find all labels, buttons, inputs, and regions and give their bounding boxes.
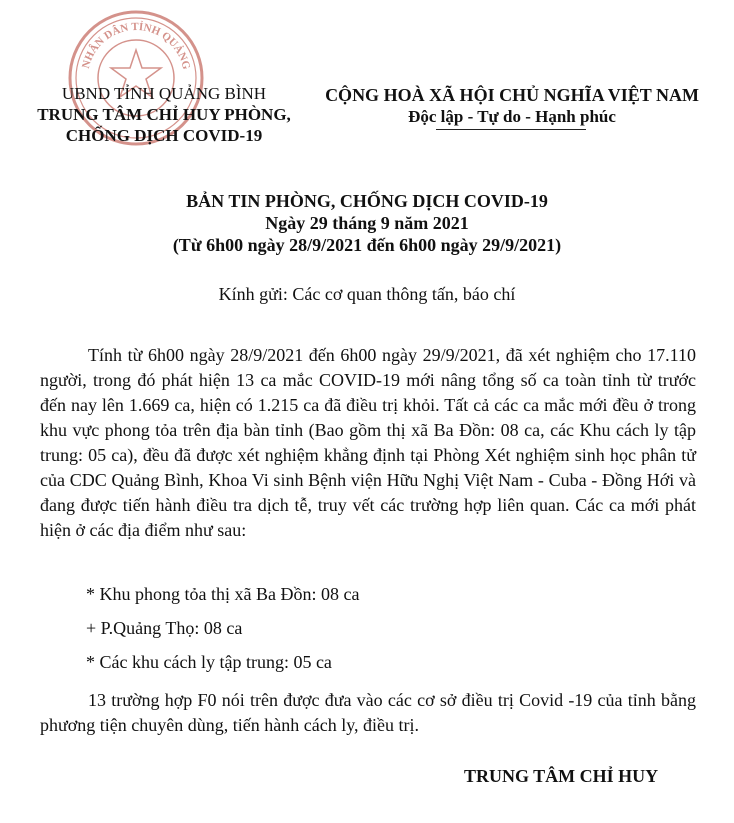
title-line-1: BẢN TIN PHÒNG, CHỐNG DỊCH COVID-19 bbox=[186, 191, 548, 211]
authority-line-1: UBND TỈNH QUẢNG BÌNH bbox=[61, 84, 267, 103]
seal-ring-text: NHÂN DÂN TỈNH QUẢNG bbox=[80, 20, 193, 71]
closing-text: 13 trường hợp F0 nói trên được đưa vào các cơ sở điều trị Covid -19 của tỉnh bằng phương tiện chuyên dùng, tiến hành cách ly, điều trị. bbox=[40, 690, 696, 735]
national-motto bbox=[306, 84, 718, 128]
bulletin-title bbox=[0, 190, 734, 256]
location-list bbox=[86, 582, 359, 684]
motto: Độc lập - Tự do - Hạnh phúc bbox=[408, 107, 616, 126]
list-item: * Khu phong tỏa thị xã Ba Đồn: 08 ca bbox=[86, 584, 360, 604]
authority-line-2: TRUNG TÂM CHỈ HUY PHÒNG, bbox=[37, 105, 291, 124]
svg-text:NHÂN DÂN TỈNH QUẢNG bbox=[80, 21, 192, 71]
title-date: Ngày 29 tháng 9 năm 2021 bbox=[265, 213, 469, 233]
bulletin-body bbox=[40, 343, 696, 543]
list-item: + P.Quảng Thọ: 08 ca bbox=[86, 618, 243, 638]
list-item: * Các khu cách ly tập trung: 05 ca bbox=[86, 652, 332, 672]
issuing-authority bbox=[4, 84, 324, 146]
signature: TRUNG TÂM CHỈ HUY bbox=[464, 766, 659, 786]
authority-line-3: CHỐNG DỊCH COVID-19 bbox=[65, 126, 263, 145]
motto-underline bbox=[436, 129, 586, 130]
title-period: (Từ 6h00 ngày 28/9/2021 đến 6h00 ngày 29/9/2021) bbox=[172, 235, 562, 255]
closing-paragraph bbox=[40, 688, 696, 738]
greeting: Kính gửi: Các cơ quan thông tấn, báo chí bbox=[218, 284, 516, 304]
body-paragraph: Tính từ 6h00 ngày 28/9/2021 đến 6h00 ngày 29/9/2021, đã xét nghiệm cho 17.110 người, trong đó phát hiện 13 ca mắc COVID-19 mới nâng tổng số ca toàn tỉnh từ trước đến nay lên 1.669 ca, hiện có 1.215 ca đã điều trị khỏi. Tất cả các ca mắc mới đều ở trong khu vực phong tỏa trên địa bàn tỉnh (Bao gồm thị xã Ba Đồn: 08 ca, các Khu cách ly tập trung: 05 ca), đều đã được xét nghiệm khẳng định tại Phòng Xét nghiệm sinh học phân tử của CDC Quảng Bình, Khoa Vi sinh Bệnh viện Hữu Nghị Việt Nam - Cuba - Đồng Hới và đang được tiến hành điều tra dịch tễ, truy vết các trường hợp liên quan. Các ca mới phát hiện ở các địa điểm như sau: bbox=[40, 345, 696, 540]
country-name: CỘNG HOÀ XÃ HỘI CHỦ NGHĨA VIỆT NAM bbox=[325, 85, 699, 105]
